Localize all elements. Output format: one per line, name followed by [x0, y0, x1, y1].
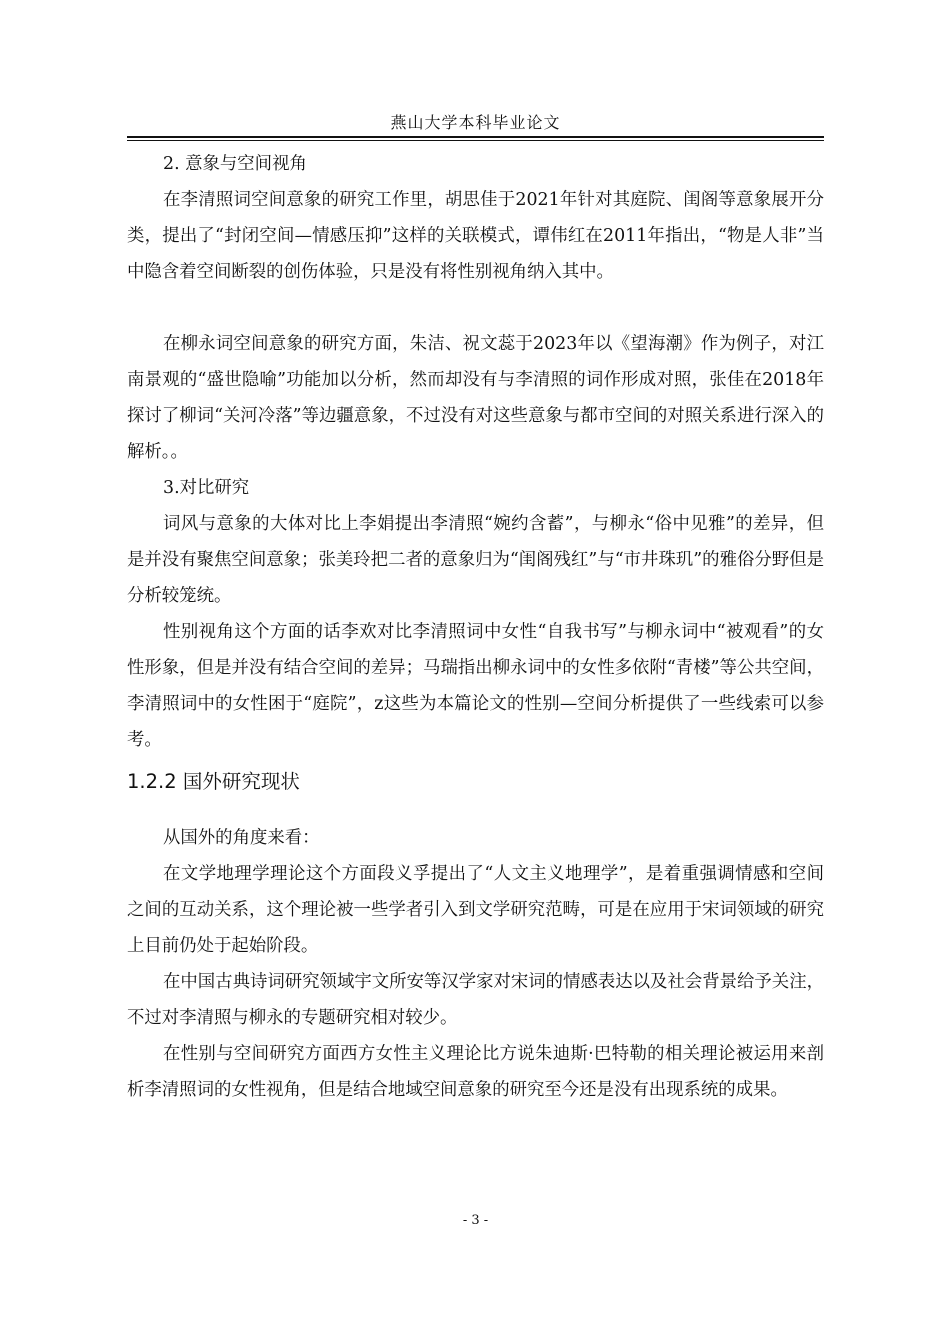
header-rule-thin [127, 140, 824, 141]
paragraph-5: 从国外的角度来看： [163, 828, 320, 848]
paragraph-2: 在柳永词空间意象的研究方面，朱洁、祝文蕊于2023年以《望海潮》作为例子，对江南景观的“盛世隐喻”功能加以分析，然而却没有与李清照的词作形成对照，张佳在2018年探讨了柳词“关河冷落”等边疆意象，不过没有对这些意象与都市空间的对照关系进行深入的解析。。 [127, 334, 824, 462]
page-number: - 3 - [462, 1213, 489, 1228]
paragraph-8: 在性别与空间研究方面西方女性主义理论比方说朱迪斯·巴特勒的相关理论被运用来剖析李清照词的女性视角，但是结合地域空间意象的研究至今还是没有出现系统的成果。 [127, 1044, 824, 1100]
paragraph-6: 在文学地理学理论这个方面段义孚提出了“人文主义地理学”，是着重强调情感和空间之间的互动关系，这个理论被一些学者引入到文学研究范畴，可是在应用于宋词领域的研究上目前仍处于起始阶段。 [127, 864, 824, 956]
subsection-title-3: 3.对比研究 [163, 478, 250, 498]
paragraph-3: 词风与意象的大体对比上李娟提出李清照“婉约含蓄”，与柳永“俗中见雅”的差异，但是并没有聚焦空间意象；张美玲把二者的意象归为“闺阁残红”与“市井珠玑”的雅俗分野但是分析较笼统。 [127, 514, 824, 606]
header-rule-thick [127, 136, 824, 138]
paragraph-7: 在中国古典诗词研究领域宇文所安等汉学家对宋词的情感表达以及社会背景给予关注，不过对李清照与柳永的专题研究相对较少。 [127, 972, 824, 1028]
section-heading-1-2-2: 1.2.2 国外研究现状 [127, 770, 300, 793]
paragraph-4: 性别视角这个方面的话李欢对比李清照词中女性“自我书写”与柳永词中“被观看”的女性形象，但是并没有结合空间的差异；马瑞指出柳永词中的女性多依附“青楼”等公共空间，李清照词中的女性困于“庭院”，z这些为本篇论文的性别—空间分析提供了一些线索可以参考。 [127, 622, 824, 750]
paragraph-1: 在李清照词空间意象的研究工作里，胡思佳于2021年针对其庭院、闺阁等意象展开分类，提出了“封闭空间—情感压抑”这样的关联模式，谭伟红在2011年指出，“物是人非”当中隐含着空间断裂的创伤体验，只是没有将性别视角纳入其中。 [127, 190, 824, 282]
subsection-title-2: 2. 意象与空间视角 [163, 154, 307, 174]
page-header: 燕山大学本科毕业论文 [390, 113, 561, 132]
